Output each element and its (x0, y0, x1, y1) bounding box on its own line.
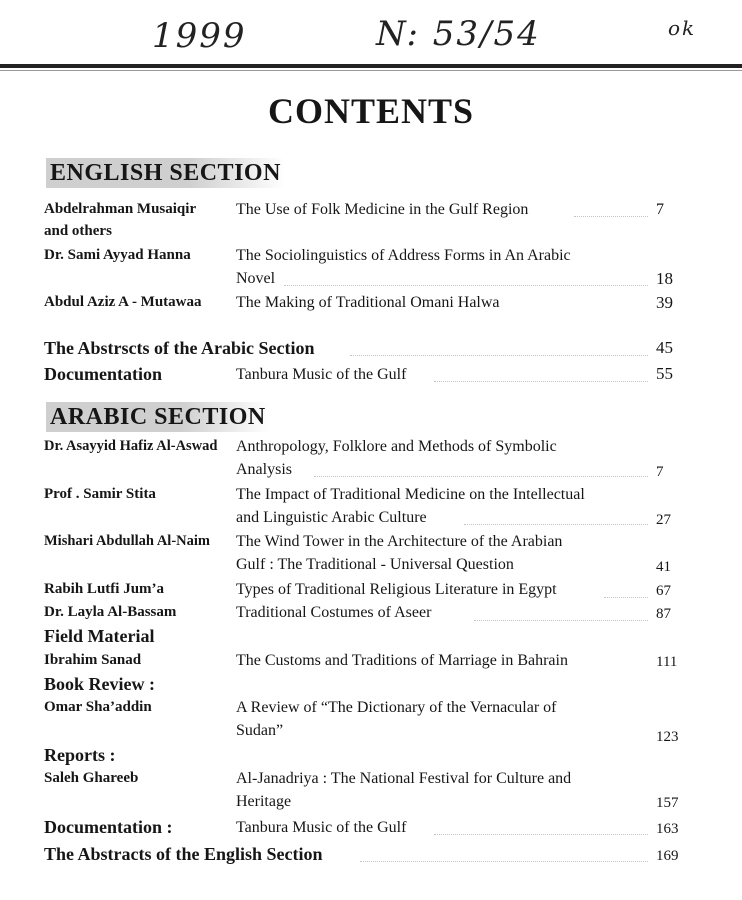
toc-entry (44, 601, 704, 625)
top-rule-thin (0, 70, 742, 71)
entry-page: 157 (656, 795, 679, 811)
entry-title: Tanbura Music of the Gulf (236, 819, 407, 836)
handwritten-ok: ok (668, 16, 697, 40)
handwritten-year: 1999 (152, 16, 247, 56)
entry-title: The Impact of Traditional Medicine on the Intellectual (236, 486, 585, 503)
leader-dots (434, 380, 648, 382)
entry-title-line2: Sudan” (236, 722, 284, 739)
entry-author: Ibrahim Sanad (44, 652, 142, 668)
entry-title: Types of Traditional Religious Literature in Egypt (236, 581, 557, 598)
book-review-label: Book Review : (44, 674, 155, 694)
entry-title: Al-Janadriya : The National Festival for Culture and (236, 770, 572, 787)
english-section-heading-text: ENGLISH SECTION (46, 158, 285, 188)
entry-author: Mishari Abdullah Al-Naim (44, 533, 210, 549)
entry-author-line1: Abdelrahman Musaiqir (44, 201, 197, 217)
entry-author-line2: and others (44, 223, 112, 239)
entry-page: 123 (656, 729, 679, 745)
toc-major-entry (44, 336, 704, 360)
toc-category (44, 624, 704, 648)
abstracts-arabic-label: The Abstrscts of the Arabic Section (44, 338, 315, 358)
entry-page: 41 (656, 559, 671, 575)
entry-title: The Customs and Traditions of Marriage in Bahrain (236, 652, 568, 669)
entry-page: 7 (656, 464, 664, 480)
toc-category (44, 672, 704, 696)
entry-page: 111 (656, 654, 678, 670)
entry-author: Rabih Lutfi Jum’a (44, 581, 165, 597)
toc-entry (44, 291, 704, 315)
entry-author: Abdul Aziz A - Mutawaa (44, 294, 202, 310)
toc-entry (44, 198, 704, 244)
entry-page: 18 (656, 269, 673, 288)
entry-page: 27 (656, 512, 671, 528)
leader-dots (434, 833, 648, 835)
entry-title: The Making of Traditional Omani Halwa (236, 294, 500, 311)
entry-author: Dr. Sami Ayyad Hanna (44, 247, 191, 263)
entry-page: 67 (656, 583, 671, 599)
handwritten-issue-number: N: 53/54 (376, 14, 541, 54)
leader-dots (464, 523, 648, 525)
toc-entry (44, 483, 704, 529)
entry-title-line2: Gulf : The Traditional - Universal Question (236, 556, 514, 573)
entry-title: Tanbura Music of the Gulf (236, 366, 407, 383)
toc-major-entry (44, 362, 704, 386)
entry-title-line2: and Linguistic Arabic Culture (236, 509, 427, 526)
toc-entry (44, 696, 704, 746)
entry-title: A Review of “The Dictionary of the Vernacular of (236, 699, 557, 716)
arabic-section-heading (40, 402, 274, 431)
arabic-section-heading-text: ARABIC SECTION (46, 402, 270, 432)
toc-entry (44, 244, 704, 290)
toc-entry (44, 767, 704, 813)
entry-page: 87 (656, 606, 671, 622)
leader-dots (474, 619, 648, 621)
entry-title-line2: Analysis (236, 461, 292, 478)
page-title: CONTENTS (267, 91, 475, 131)
leader-dots (604, 596, 648, 598)
toc-entry (44, 435, 704, 481)
leader-dots (360, 860, 648, 862)
entry-author (44, 198, 240, 242)
entry-title-line2: Heritage (236, 793, 292, 810)
documentation-label: Documentation (44, 364, 162, 384)
entry-title: The Use of Folk Medicine in the Gulf Region (236, 201, 529, 218)
entry-page: 45 (656, 338, 673, 357)
entry-page: 7 (656, 201, 664, 218)
entry-title: Anthropology, Folklore and Methods of Symbolic (236, 438, 557, 455)
leader-dots (314, 475, 648, 477)
top-rule (0, 64, 742, 68)
entry-title-line2: Novel (236, 270, 276, 287)
entry-title: Traditional Costumes of Aseer (236, 604, 432, 621)
entry-author: Saleh Ghareeb (44, 770, 139, 786)
entry-title: The Sociolinguistics of Address Forms in An Arabic (236, 247, 571, 264)
field-material-label: Field Material (44, 626, 155, 646)
leader-dots (284, 284, 648, 286)
toc-major-entry (44, 842, 704, 866)
entry-author: Omar Sha’addin (44, 699, 152, 715)
abstracts-english-label: The Abstracts of the English Section (44, 844, 323, 864)
entry-author: Dr. Asayyid Hafiz Al-Aswad (44, 438, 218, 454)
toc-entry (44, 530, 704, 576)
toc-major-entry (44, 815, 704, 839)
entry-page: 163 (656, 821, 679, 837)
reports-label: Reports : (44, 745, 116, 765)
entry-author: Prof . Samir Stita (44, 486, 156, 502)
leader-dots (350, 354, 648, 356)
leader-dots (574, 215, 648, 217)
documentation-label: Documentation : (44, 817, 173, 837)
entry-title: The Wind Tower in the Architecture of the Arabian (236, 533, 563, 550)
entry-page: 55 (656, 364, 673, 383)
entry-author: Dr. Layla Al-Bassam (44, 604, 177, 620)
entry-page: 39 (656, 293, 673, 312)
english-section-heading (40, 158, 289, 187)
toc-category (44, 743, 704, 767)
entry-page: 169 (656, 848, 679, 864)
toc-entry (44, 649, 704, 673)
toc-entry (44, 578, 704, 602)
